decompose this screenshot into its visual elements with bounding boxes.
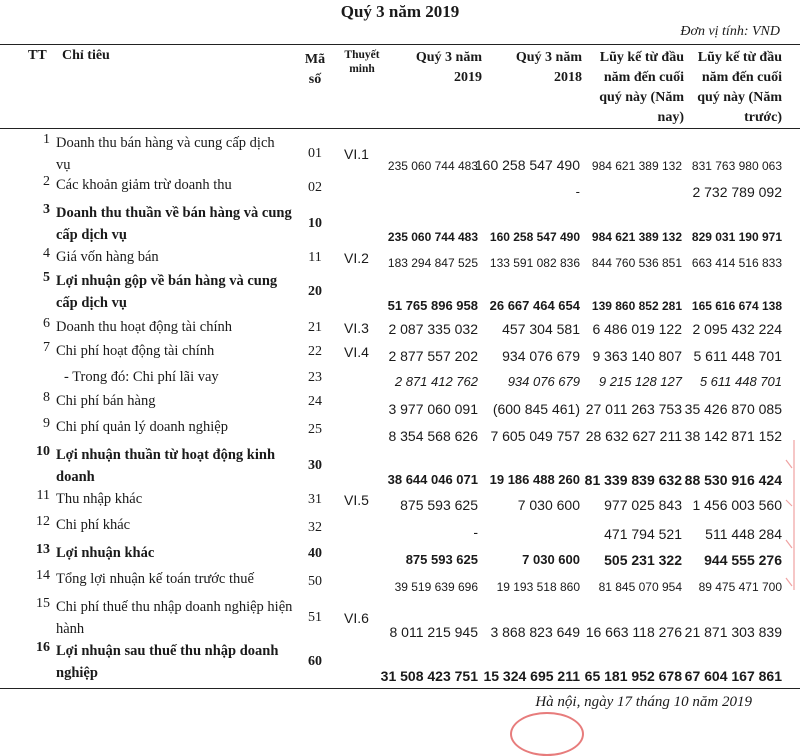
cell-q3-2019: 875 593 625 [405,552,478,567]
cell-lk-2019: 9 363 140 807 [592,348,682,364]
cell-lk-2018: 2 732 789 092 [692,184,782,200]
header-lk-nay-line3: quý này (Năm [599,90,684,105]
row-label: Chi phí thuế thu nhập doanh nghiệp hiện hành [56,599,293,637]
cell-q3-2018: 160 258 547 490 [474,157,580,173]
cell-lk-2018: 21 871 303 839 [684,624,782,640]
cell-lk-2019: 81 845 070 954 [598,580,682,594]
header-lk-nay-line2: năm đến cuối [603,70,684,85]
cell-lk-2018: 5 611 448 701 [699,374,782,389]
cell-q3-2019: 2 877 557 202 [388,348,478,364]
header-q3-2018-line2: 2018 [554,70,582,85]
row-code: 11 [308,250,322,265]
header-thuyet-minh [340,48,384,76]
cell-q3-2019: 2 871 412 762 [394,374,478,389]
cell-lk-2019: 505 231 322 [604,552,682,568]
row-code: 01 [308,146,322,161]
row-label: - Trong đó: Chi phí lãi vay [64,369,219,385]
row-label: Giá vốn hàng bán [56,249,159,265]
cell-lk-2019: 65 181 952 678 [584,668,682,684]
cell-lk-2018: 831 763 980 063 [691,159,782,173]
row-note: VI.1 [344,146,369,162]
row-code: 50 [308,574,322,589]
cell-q3-2019: 39 519 639 696 [394,580,478,594]
row-number: 3 [43,202,50,217]
cell-q3-2018: (600 845 461) [492,401,580,417]
row-label: Lợi nhuận khác [56,545,155,561]
table-bottom-rule [0,688,800,689]
row-code: 02 [308,180,322,195]
row-code: 10 [308,216,322,231]
header-q3-2019 [416,48,482,88]
header-luy-ke-nam-nay [599,48,684,128]
row-number: 7 [43,340,50,355]
cell-lk-2018: 829 031 190 971 [691,230,782,244]
cell-q3-2018: 3 868 823 649 [490,624,580,640]
row-label: Thu nhập khác [56,491,143,507]
cell-lk-2018: 67 604 167 861 [684,668,782,684]
row-code: 23 [308,370,322,385]
cell-q3-2019: 38 644 046 071 [387,472,478,487]
cell-lk-2019: 139 860 852 281 [591,299,682,313]
cell-q3-2018: 7 030 600 [522,552,580,567]
header-lk-truoc-line3: quý này (Năm [697,90,782,105]
cell-lk-2018: 35 426 870 085 [684,401,782,417]
row-label: Các khoản giảm trừ doanh thu [56,177,232,193]
row-number: 6 [43,316,50,331]
cell-lk-2019: 81 339 839 632 [584,472,682,488]
header-chi-tieu: Chỉ tiêu [62,48,110,63]
header-top-rule [0,44,800,45]
cell-lk-2018: 511 448 284 [705,526,782,542]
unit-label: Đơn vị tính: VND [680,24,780,39]
row-note: VI.4 [344,344,369,360]
header-q3-2018-line1: Quý 3 năm [515,50,582,65]
row-number: 10 [36,444,50,459]
row-code: 31 [308,492,322,507]
cell-q3-2019: 51 765 896 958 [387,298,478,313]
row-code: 21 [308,320,322,335]
cell-q3-2018: 7 605 049 757 [490,428,580,444]
row-code: 25 [308,422,322,437]
cell-lk-2018: 2 095 432 224 [692,321,782,337]
header-luy-ke-nam-truoc [697,48,782,128]
row-label: Doanh thu thuần về bán hàng và cung cấp dịch vụ [56,205,292,243]
cell-lk-2018: 944 555 276 [704,552,782,568]
header-lk-truoc-line2: năm đến cuối [701,70,782,85]
row-code: 32 [308,520,322,535]
row-number: 12 [36,514,50,529]
header-thuyet-minh-line1: Thuyết [344,49,380,61]
cell-lk-2019: 28 632 627 211 [585,428,682,444]
cell-q3-2019: 235 060 744 483 [387,230,478,244]
header-tt: TT [28,48,47,63]
row-number: 13 [36,542,50,557]
cell-q3-2018: 26 667 464 654 [489,298,580,313]
row-number: 1 [43,132,50,147]
cell-lk-2019: 984 621 389 132 [591,159,682,173]
row-number: 2 [43,174,50,189]
row-label: Lợi nhuận gộp về bán hàng và cung cấp dịch vụ [56,273,278,311]
cell-q3-2018: 7 030 600 [517,497,580,513]
row-number: 4 [43,246,50,261]
header-ma-so-line1: Mã [304,52,326,67]
cell-q3-2018: 19 193 518 860 [496,580,580,594]
cell-lk-2018: 663 414 516 833 [691,256,782,270]
cell-lk-2019: 844 760 536 851 [591,256,682,270]
row-code: 60 [308,654,322,669]
cell-lk-2018: 5 611 448 701 [693,348,782,364]
cell-q3-2018: 15 324 695 211 [483,668,580,684]
row-note: VI.6 [344,610,369,626]
cell-lk-2018: 1 456 003 560 [692,497,782,513]
header-q3-2019-line2: 2019 [454,70,482,85]
cell-q3-2019: 8 011 215 945 [389,624,478,640]
row-number: 15 [36,596,50,611]
cell-lk-2019: 977 025 843 [604,497,682,513]
row-label: Chi phí quản lý doanh nghiệp [56,419,228,435]
header-lk-truoc-line1: Lũy kế từ đầu [697,50,782,65]
header-q3-2018 [516,48,582,88]
cell-lk-2019: 9 215 128 127 [598,374,682,389]
row-code: 24 [308,394,322,409]
footer-date: Hà nội, ngày 17 tháng 10 năm 2019 [535,694,752,710]
side-stamp-icon [782,440,800,590]
cell-q3-2018: 457 304 581 [502,321,580,337]
row-number: 5 [43,270,50,285]
cell-lk-2019: 6 486 019 122 [592,321,682,337]
stamp-icon [510,712,584,756]
header-bottom-rule [0,128,800,129]
cell-q3-2019: 235 060 744 483 [387,159,478,173]
cell-lk-2019: 471 794 521 [604,526,682,542]
row-number: 9 [43,416,50,431]
row-number: 11 [36,488,50,503]
header-ma-so [298,50,332,90]
cell-q3-2018: 133 591 082 836 [489,256,580,270]
cell-lk-2018: 38 142 871 152 [684,428,782,444]
row-note: VI.5 [344,492,369,508]
row-code: 22 [308,344,322,359]
row-number: 8 [43,390,50,405]
cell-q3-2019: 183 294 847 525 [387,256,478,270]
row-code: 20 [308,284,322,299]
row-note: VI.2 [344,250,369,266]
cell-q3-2018: 934 076 679 [507,374,580,389]
header-ma-so-line2: số [308,72,322,87]
cell-lk-2018: 165 616 674 138 [691,299,782,313]
header-lk-truoc-line4: trước) [744,110,782,125]
row-label: Lợi nhuận thuần từ hoạt động kinh doanh [56,447,276,485]
cell-lk-2018: 88 530 916 424 [684,472,782,488]
cell-lk-2019: 984 621 389 132 [591,230,682,244]
header-thuyet-minh-line2: minh [349,63,375,75]
row-code: 51 [308,610,322,625]
row-code: 30 [308,458,322,473]
row-label: Chi phí khác [56,517,131,533]
row-label: Chi phí hoạt động tài chính [56,343,215,359]
cell-q3-2019: 875 593 625 [400,497,478,513]
cell-q3-2018: - [575,184,580,199]
header-lk-nay-line4: nay) [657,110,684,125]
cell-q3-2019: - [473,524,478,540]
cell-q3-2019: 31 508 423 751 [380,668,478,684]
cell-q3-2019: 8 354 568 626 [388,428,478,444]
cell-q3-2018: 19 186 488 260 [489,472,580,487]
row-note: VI.3 [344,320,369,336]
row-code: 40 [308,546,322,561]
report-title: Quý 3 năm 2019 [340,2,460,21]
row-label: Lợi nhuận sau thuế thu nhập doanh nghiệp [56,643,279,681]
row-label: Doanh thu bán hàng và cung cấp dịch vụ [56,135,275,173]
cell-lk-2018: 89 475 471 700 [698,580,782,594]
cell-lk-2019: 16 663 118 276 [585,624,682,640]
cell-q3-2019: 2 087 335 032 [388,321,478,337]
cell-lk-2019: 27 011 263 753 [585,401,682,417]
header-lk-nay-line1: Lũy kế từ đầu [599,50,684,65]
cell-q3-2018: 934 076 679 [502,348,580,364]
row-label: Doanh thu hoạt động tài chính [56,319,232,335]
cell-q3-2019: 3 977 060 091 [388,401,478,417]
row-number: 14 [36,568,50,583]
row-label: Tổng lợi nhuận kế toán trước thuế [56,571,254,587]
header-q3-2019-line1: Quý 3 năm [415,50,482,65]
row-number: 16 [36,640,50,655]
row-label: Chi phí bán hàng [56,393,156,409]
cell-q3-2018: 160 258 547 490 [489,230,580,244]
